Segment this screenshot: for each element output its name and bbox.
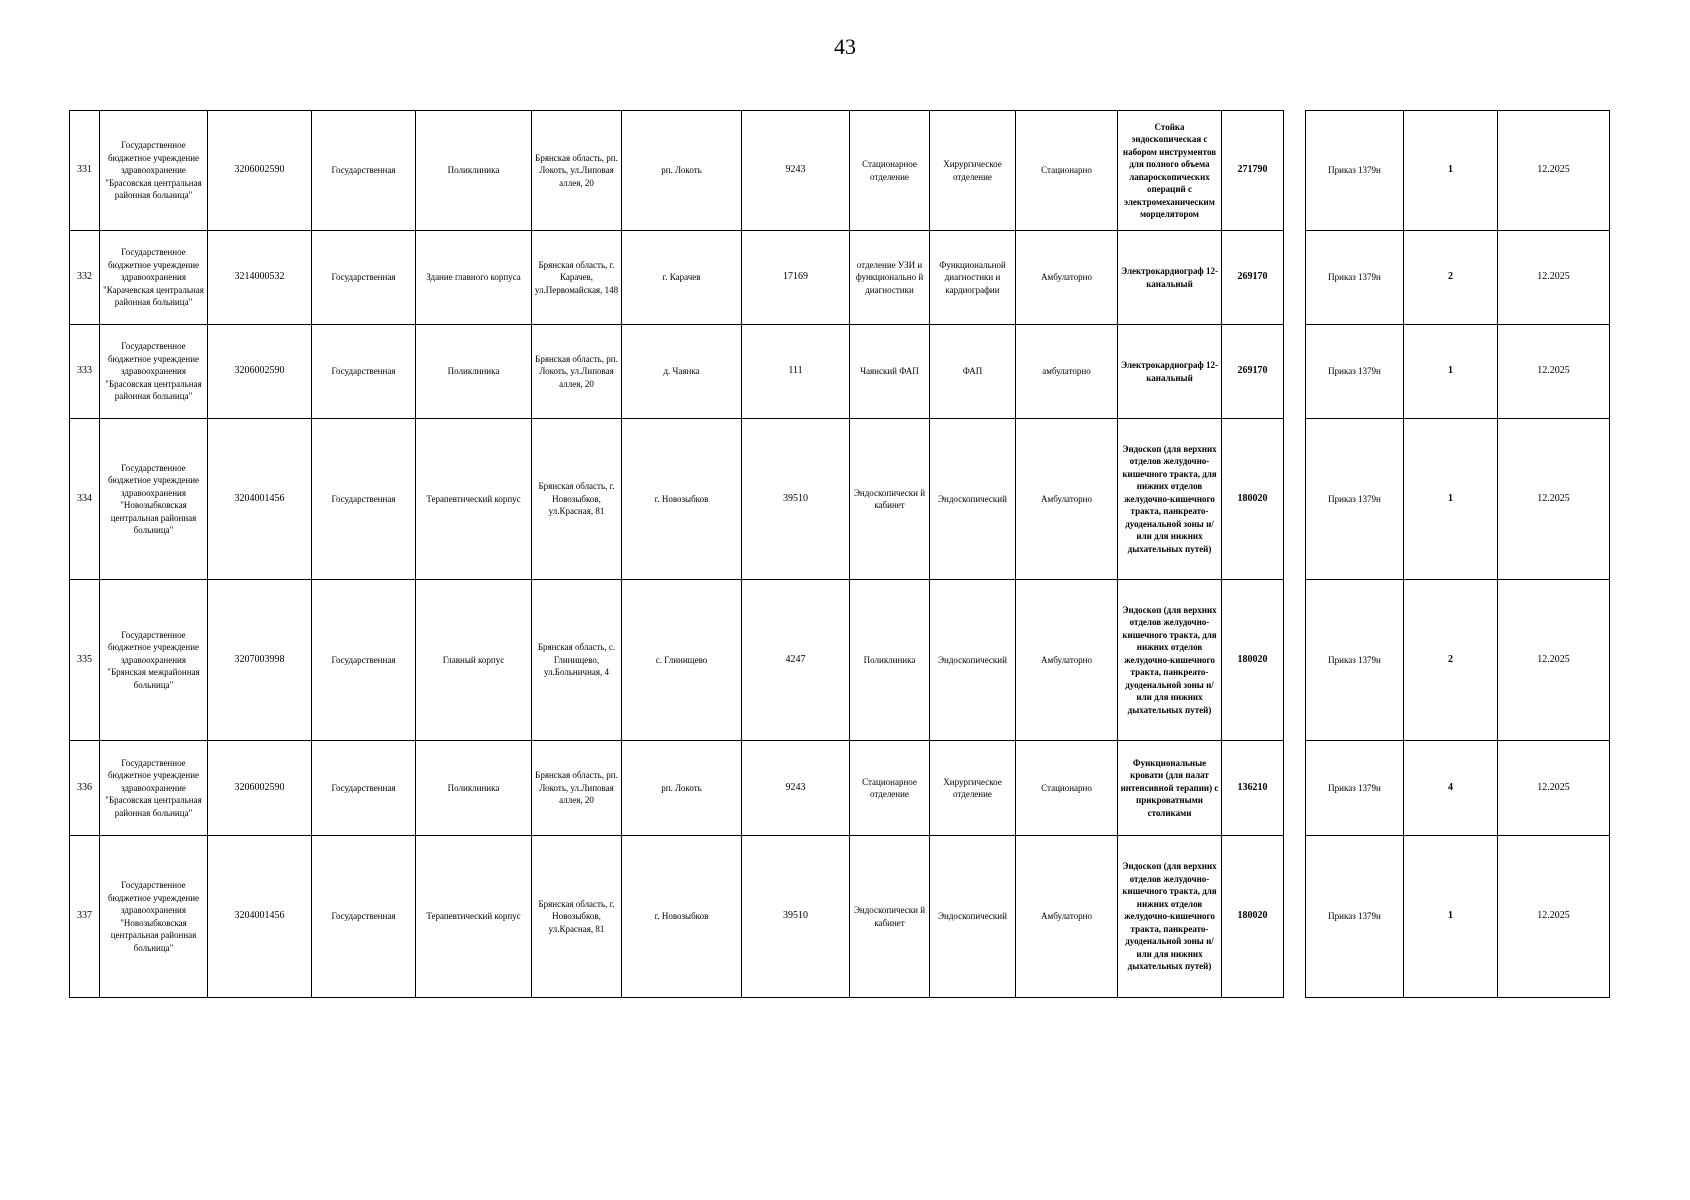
institution-cell: Государственное бюджетное учреждение здравоохранение "Брасовская центральная районная больница" <box>100 111 208 231</box>
table-row <box>70 419 1610 580</box>
institution-cell: Государственное бюджетное учреждение здравоохранения "Новозыбковская центральная районная больница" <box>100 419 208 580</box>
unit-cell: Хирургическое отделение <box>930 741 1016 836</box>
code-cell: 269170 <box>1222 231 1284 325</box>
date-cell: 12.2025 <box>1498 419 1610 580</box>
department-cell: Эндоскопически й кабинет <box>850 419 930 580</box>
address-cell: Брянская область, рп. Локоть, ул.Липовая аллея, 20 <box>532 325 622 419</box>
equipment-cell: Эндоскоп (для верхних отделов желудочно-кишечного тракта, для нижних отделов желудочно-кишечного тракта, панкреато-дуоденальной зоны и/или для нижних дыхательных путей) <box>1118 419 1222 580</box>
care-form-cell: Стационарно <box>1016 741 1118 836</box>
code-cell: 180020 <box>1222 419 1284 580</box>
page-number: 43 <box>834 34 856 59</box>
code-cell: 136210 <box>1222 741 1284 836</box>
unit-cell: Эндоскопический <box>930 836 1016 998</box>
order-cell: Приказ 1379н <box>1306 741 1404 836</box>
gap-cell <box>1284 325 1306 419</box>
locality-cell: с. Глинищево <box>622 580 742 741</box>
inn-cell: 3204001456 <box>208 836 312 998</box>
building-cell: Главный корпус <box>416 580 532 741</box>
address-cell: Брянская область, рп. Локоть, ул.Липовая аллея, 20 <box>532 741 622 836</box>
population-cell: 9243 <box>742 741 850 836</box>
ownership-cell: Государственная <box>312 231 416 325</box>
order-cell: Приказ 1379н <box>1306 325 1404 419</box>
population-cell: 39510 <box>742 419 850 580</box>
table-row <box>70 111 1610 231</box>
equipment-cell: Эндоскоп (для верхних отделов желудочно-кишечного тракта, для нижних отделов желудочно-кишечного тракта, панкреато-дуоденальной зоны и/или для нижних дыхательных путей) <box>1118 836 1222 998</box>
code-cell: 180020 <box>1222 836 1284 998</box>
ownership-cell: Государственная <box>312 836 416 998</box>
gap-cell <box>1284 111 1306 231</box>
quantity-cell: 2 <box>1404 580 1498 741</box>
department-cell: Чаянский ФАП <box>850 325 930 419</box>
ownership-cell: Государственная <box>312 325 416 419</box>
equipment-cell: Функциональные кровати (для палат интенсивной терапии) с прикроватными столиками <box>1118 741 1222 836</box>
unit-cell: Эндоскопический <box>930 580 1016 741</box>
inn-cell: 3206002590 <box>208 111 312 231</box>
gap-cell <box>1284 836 1306 998</box>
date-cell: 12.2025 <box>1498 231 1610 325</box>
code-cell: 269170 <box>1222 325 1284 419</box>
equipment-cell: Эндоскоп (для верхних отделов желудочно-кишечного тракта, для нижних отделов желудочно-кишечного тракта, панкреато-дуоденальной зоны и/или для нижних дыхательных путей) <box>1118 580 1222 741</box>
quantity-cell: 1 <box>1404 419 1498 580</box>
quantity-cell: 4 <box>1404 741 1498 836</box>
population-cell: 17169 <box>742 231 850 325</box>
inn-cell: 3206002590 <box>208 741 312 836</box>
care-form-cell: Амбулаторно <box>1016 580 1118 741</box>
equipment-cell: Электрокардиограф 12-канальный <box>1118 231 1222 325</box>
department-cell: Стационарное отделение <box>850 111 930 231</box>
address-cell: Брянская область, г. Новозыбков, ул.Красная, 81 <box>532 419 622 580</box>
care-form-cell: Амбулаторно <box>1016 419 1118 580</box>
institution-cell: Государственное бюджетное учреждение здравоохранения "Брасовская центральная районная больница" <box>100 325 208 419</box>
row-number: 334 <box>70 419 100 580</box>
department-cell: Эндоскопически й кабинет <box>850 836 930 998</box>
address-cell: Брянская область, г. Новозыбков, ул.Красная, 81 <box>532 836 622 998</box>
care-form-cell: Амбулаторно <box>1016 231 1118 325</box>
building-cell: Терапевтический корпус <box>416 836 532 998</box>
order-cell: Приказ 1379н <box>1306 836 1404 998</box>
table-row <box>70 580 1610 741</box>
population-cell: 111 <box>742 325 850 419</box>
gap-cell <box>1284 741 1306 836</box>
code-cell: 180020 <box>1222 580 1284 741</box>
quantity-cell: 1 <box>1404 111 1498 231</box>
date-cell: 12.2025 <box>1498 580 1610 741</box>
building-cell: Поликлиника <box>416 741 532 836</box>
date-cell: 12.2025 <box>1498 836 1610 998</box>
care-form-cell: Амбулаторно <box>1016 836 1118 998</box>
population-cell: 4247 <box>742 580 850 741</box>
equipment-cell: Стойка эндоскопическая с набором инструментов для полного объема лапароскопических операций с электромеханическим морцелятором <box>1118 111 1222 231</box>
ownership-cell: Государственная <box>312 580 416 741</box>
table-row <box>70 741 1610 836</box>
locality-cell: рп. Локоть <box>622 741 742 836</box>
care-form-cell: амбулаторно <box>1016 325 1118 419</box>
address-cell: Брянская область, с. Глинищево, ул.Больничная, 4 <box>532 580 622 741</box>
ownership-cell: Государственная <box>312 741 416 836</box>
quantity-cell: 1 <box>1404 325 1498 419</box>
department-cell: отделение УЗИ и функционально й диагностики <box>850 231 930 325</box>
inn-cell: 3206002590 <box>208 325 312 419</box>
date-cell: 12.2025 <box>1498 111 1610 231</box>
unit-cell: Хирургическое отделение <box>930 111 1016 231</box>
row-number: 337 <box>70 836 100 998</box>
address-cell: Брянская область, рп. Локоть, ул.Липовая аллея, 20 <box>532 111 622 231</box>
building-cell: Здание главного корпуса <box>416 231 532 325</box>
table-row <box>70 231 1610 325</box>
inn-cell: 3204001456 <box>208 419 312 580</box>
institution-cell: Государственное бюджетное учреждение здравоохранение "Брасовская центральная районная больница" <box>100 741 208 836</box>
locality-cell: г. Карачев <box>622 231 742 325</box>
gap-cell <box>1284 580 1306 741</box>
unit-cell: Функциональной диагностики и кардиографии <box>930 231 1016 325</box>
row-number: 331 <box>70 111 100 231</box>
locality-cell: д. Чаянка <box>622 325 742 419</box>
row-number: 335 <box>70 580 100 741</box>
order-cell: Приказ 1379н <box>1306 419 1404 580</box>
row-number: 333 <box>70 325 100 419</box>
quantity-cell: 2 <box>1404 231 1498 325</box>
building-cell: Терапевтический корпус <box>416 419 532 580</box>
table-row <box>70 836 1610 998</box>
gap-cell <box>1284 231 1306 325</box>
locality-cell: г. Новозыбков <box>622 836 742 998</box>
row-number: 332 <box>70 231 100 325</box>
date-cell: 12.2025 <box>1498 325 1610 419</box>
institution-cell: Государственное бюджетное учреждение здравоохранения "Новозыбковская центральная районная больница" <box>100 836 208 998</box>
building-cell: Поликлиника <box>416 111 532 231</box>
code-cell: 271790 <box>1222 111 1284 231</box>
inn-cell: 3207003998 <box>208 580 312 741</box>
row-number: 336 <box>70 741 100 836</box>
equipment-table <box>69 110 1610 998</box>
order-cell: Приказ 1379н <box>1306 580 1404 741</box>
unit-cell: Эндоскопический <box>930 419 1016 580</box>
locality-cell: рп. Локоть <box>622 111 742 231</box>
department-cell: Поликлиника <box>850 580 930 741</box>
ownership-cell: Государственная <box>312 419 416 580</box>
locality-cell: г. Новозыбков <box>622 419 742 580</box>
population-cell: 39510 <box>742 836 850 998</box>
population-cell: 9243 <box>742 111 850 231</box>
institution-cell: Государственное бюджетное учреждение здравоохранения "Карачевская центральная районная больница" <box>100 231 208 325</box>
quantity-cell: 1 <box>1404 836 1498 998</box>
date-cell: 12.2025 <box>1498 741 1610 836</box>
unit-cell: ФАП <box>930 325 1016 419</box>
institution-cell: Государственное бюджетное учреждение здравоохранения "Брянская межрайонная больница" <box>100 580 208 741</box>
department-cell: Стационарное отделение <box>850 741 930 836</box>
order-cell: Приказ 1379н <box>1306 231 1404 325</box>
gap-cell <box>1284 419 1306 580</box>
ownership-cell: Государственная <box>312 111 416 231</box>
order-cell: Приказ 1379н <box>1306 111 1404 231</box>
inn-cell: 3214000532 <box>208 231 312 325</box>
table-row <box>70 325 1610 419</box>
building-cell: Поликлиника <box>416 325 532 419</box>
address-cell: Брянская область, г. Карачев, ул.Первомайская, 148 <box>532 231 622 325</box>
equipment-cell: Электрокардиограф 12-канальный <box>1118 325 1222 419</box>
care-form-cell: Стационарно <box>1016 111 1118 231</box>
